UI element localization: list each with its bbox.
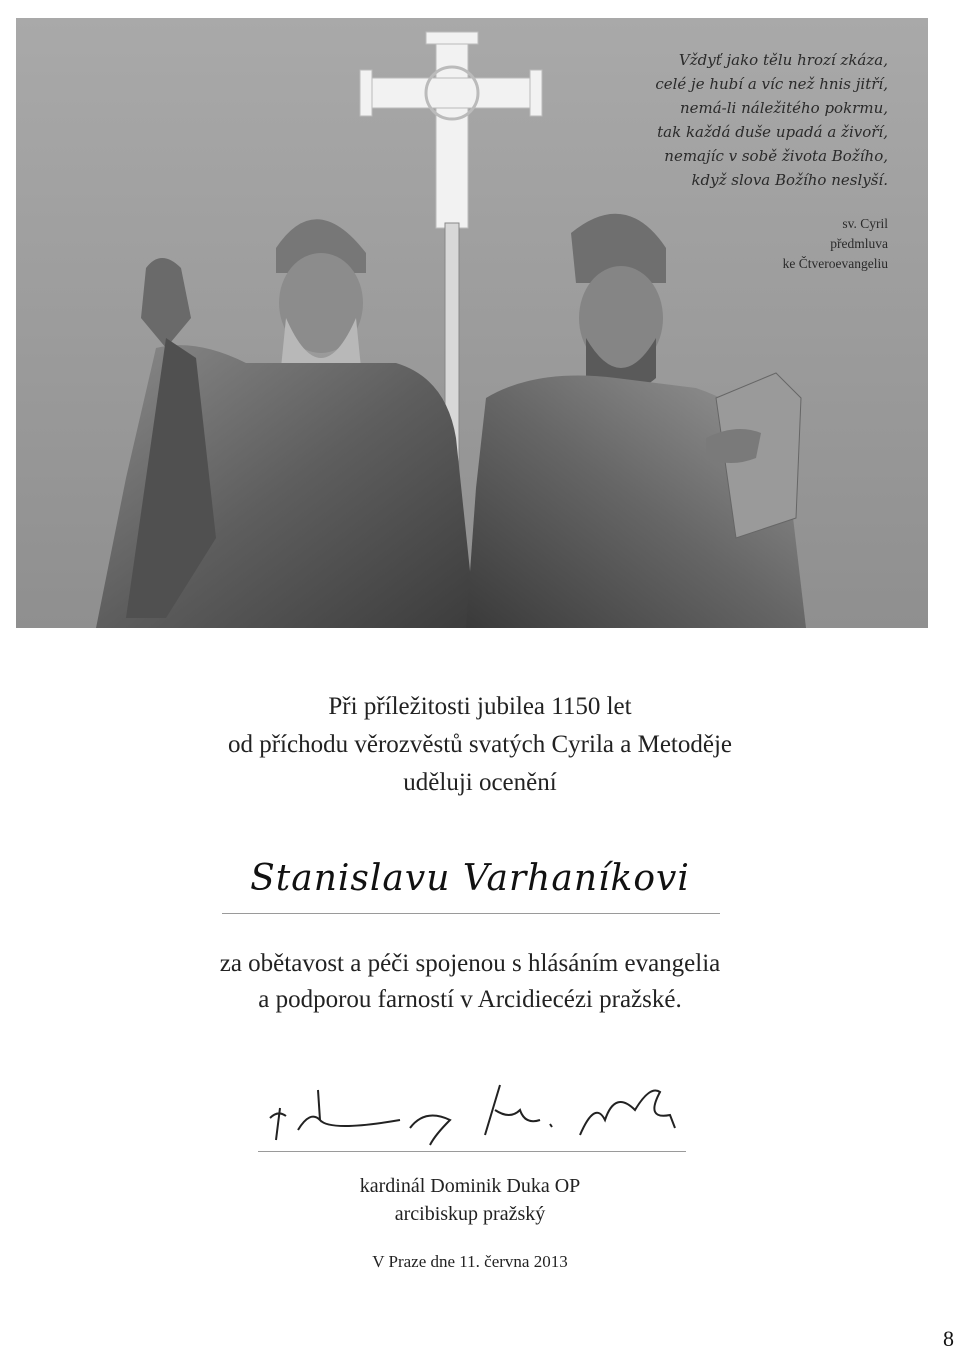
reason-line: za obětavost a péči spojenou s hlásáním evangelia	[219, 950, 721, 977]
quote-line: celé je hubí a víc než hnis jitří,	[655, 75, 888, 93]
page-number: 8	[943, 1326, 954, 1351]
quote-line: Vždyť jako tělu hrozí zkáza,	[678, 51, 888, 69]
intro-line: uděluji ocenění	[403, 769, 557, 796]
award-reason	[0, 946, 940, 1018]
attribution-source: předmluva	[830, 236, 888, 251]
recipient-underline	[222, 913, 720, 914]
quote-line: když slova Božího neslyší.	[691, 171, 888, 189]
intro-line: Při příležitosti jubilea 1150 let	[328, 693, 632, 720]
quote-line: nemá-li náležitého pokrmu,	[679, 99, 888, 117]
intro-line: od příchodu věrozvěstů svatých Cyrila a Metoděje	[227, 731, 733, 758]
saint-cyril-quote	[468, 48, 888, 192]
attribution-source-detail: ke Čtveroevangeliu	[782, 256, 888, 271]
signature-line	[258, 1151, 686, 1152]
attribution-author: sv. Cyril	[842, 216, 888, 231]
recipient-name: Stanislavu Varhaníkovi	[250, 858, 690, 899]
signer-title: arcibiskup pražský	[394, 1203, 546, 1225]
quote-line: tak každá duše upadá a živoří,	[657, 123, 888, 141]
quote-attribution	[588, 214, 888, 274]
signer-name: kardinál Dominik Duka OP	[359, 1175, 581, 1197]
cover-photo-statues	[16, 18, 928, 628]
signer-block	[0, 1172, 940, 1228]
issue-date: V Praze dne 11. června 2013	[372, 1252, 568, 1271]
quote-line: nemajíc v sobě života Božího,	[664, 147, 888, 165]
award-intro	[0, 688, 960, 802]
handwritten-signature	[250, 1080, 690, 1150]
reason-line: a podporou farností v Arcidiecézi pražské.	[258, 986, 682, 1013]
